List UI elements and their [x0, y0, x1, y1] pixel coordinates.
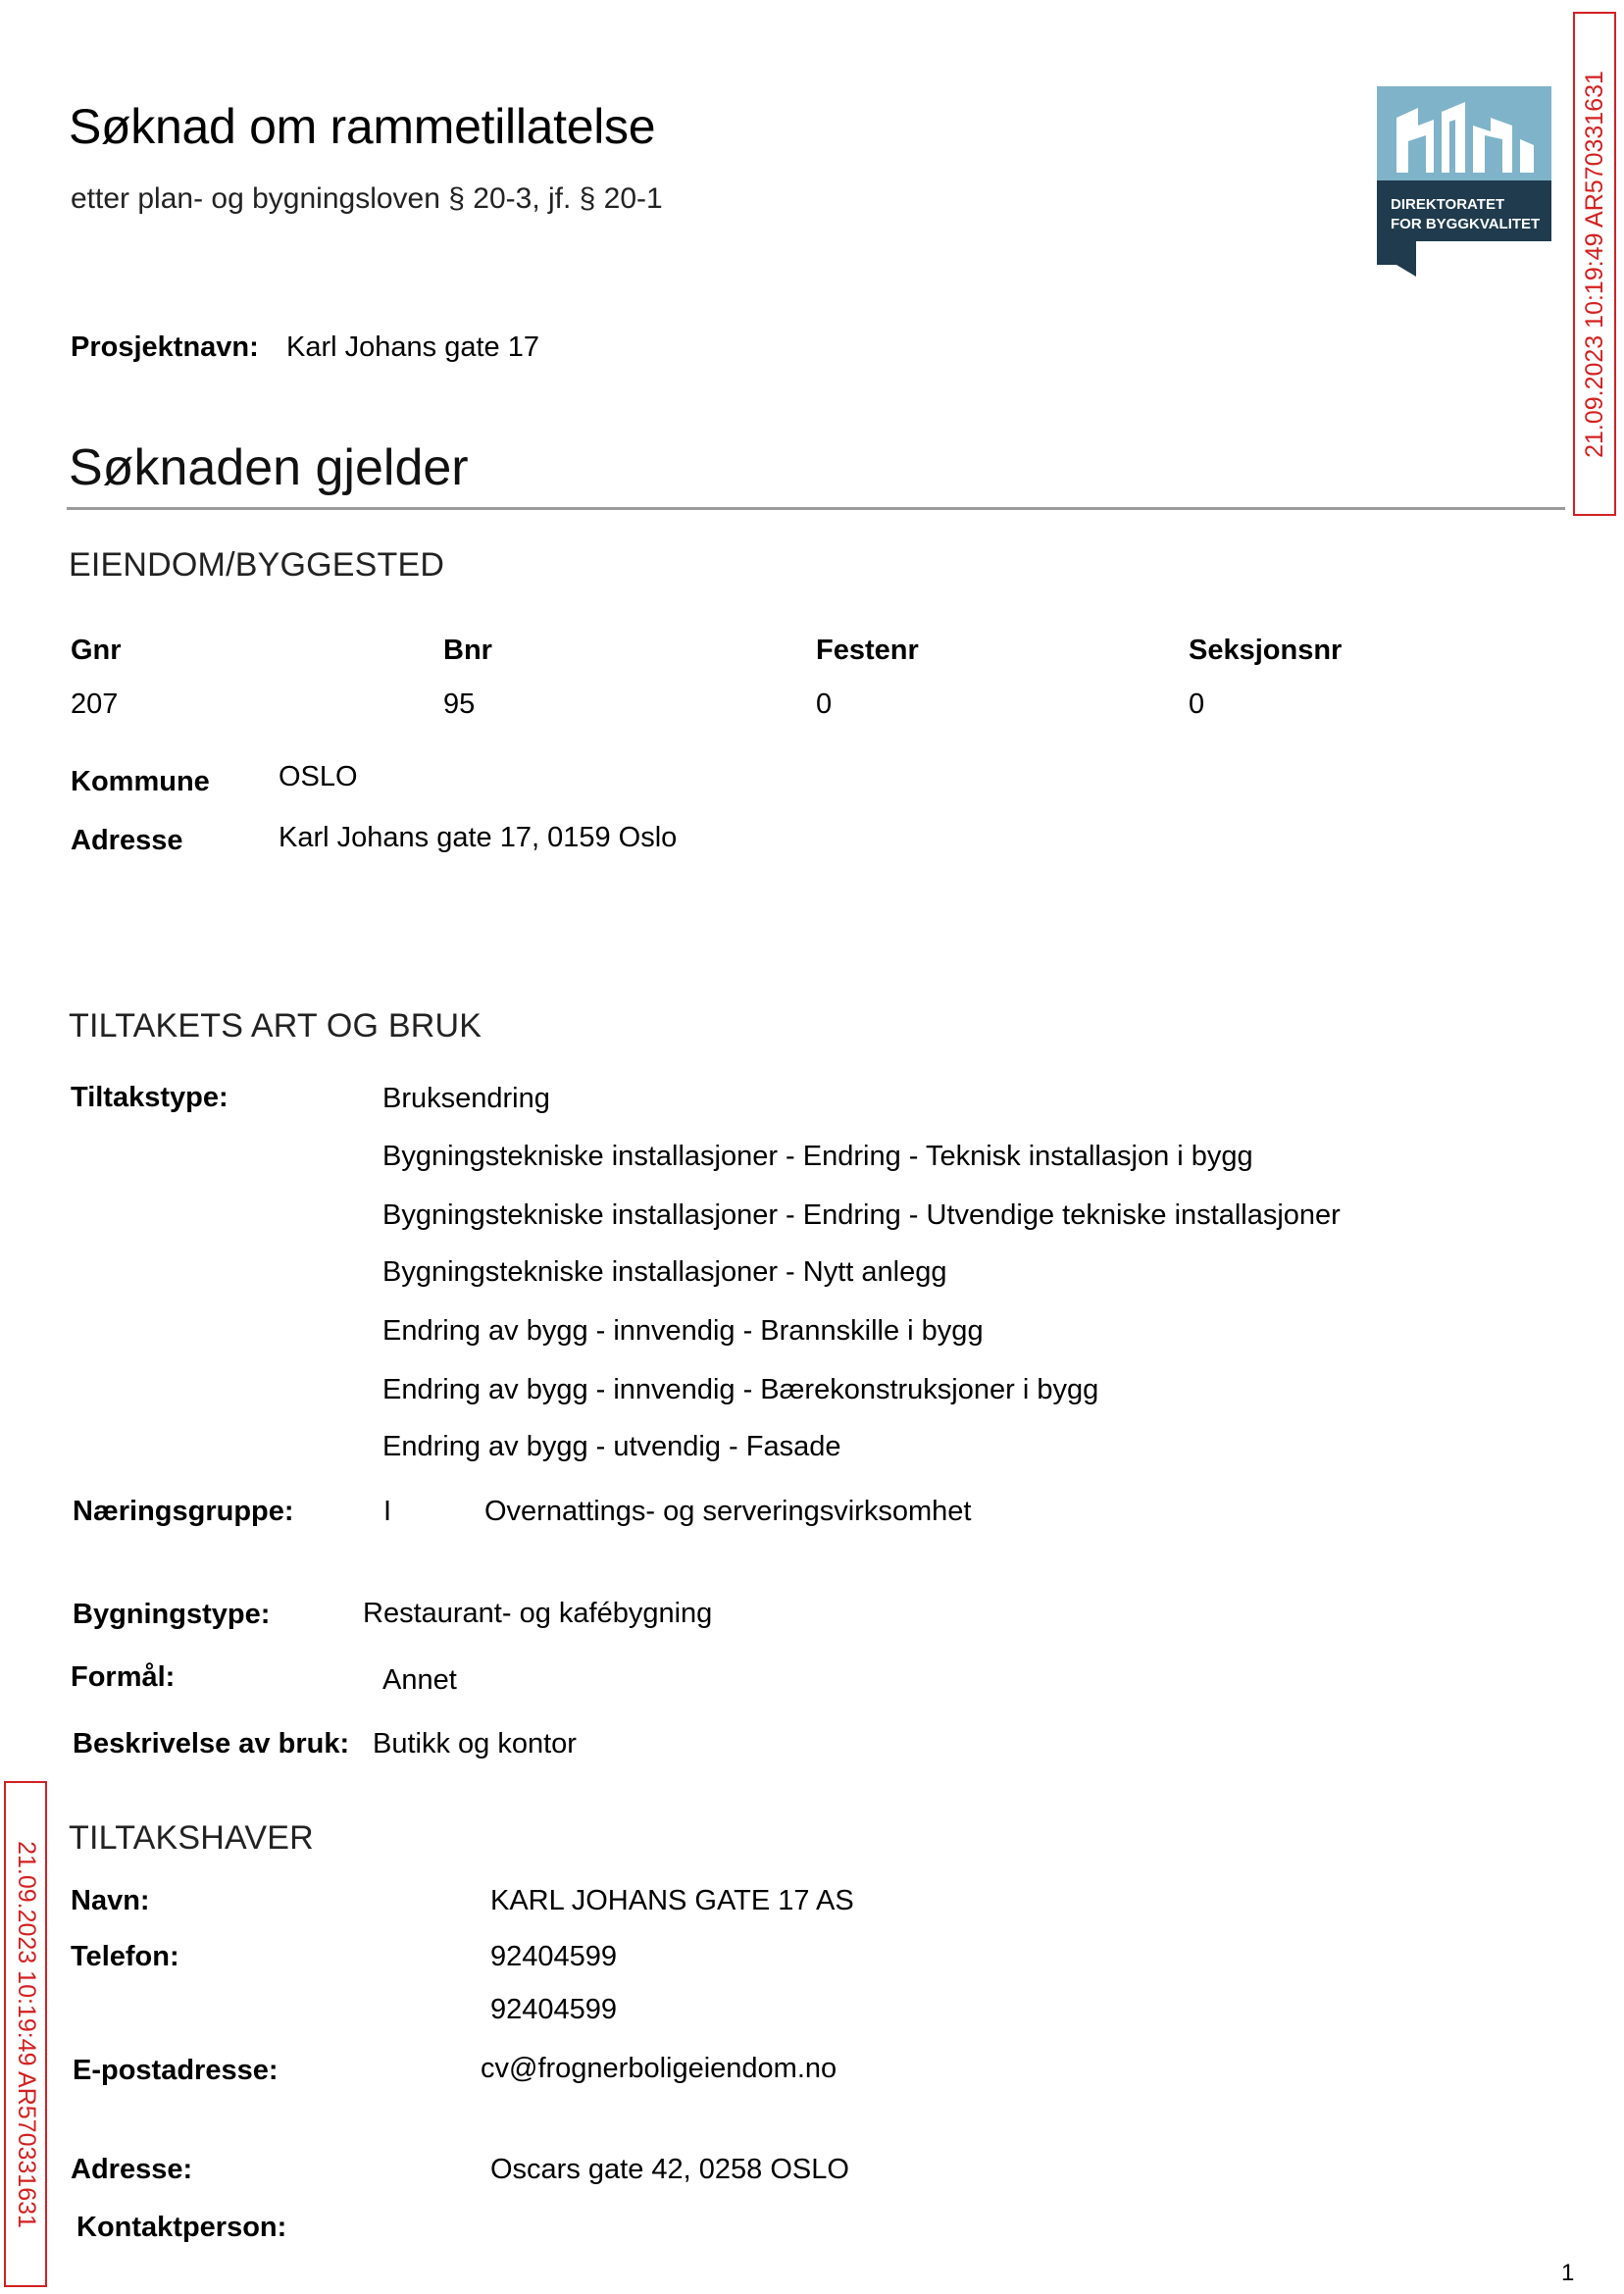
adresse-label: Adresse — [71, 825, 183, 856]
document-subtitle: etter plan- og bygningsloven § 20-3, jf. § 20-1 — [71, 182, 663, 215]
seksjonsnr-value: 0 — [1189, 688, 1205, 720]
bygningstype-label: Bygningstype: — [73, 1599, 271, 1630]
gnr-label: Gnr — [71, 635, 122, 666]
document-title: Søknad om rammetillatelse — [69, 99, 656, 154]
gnr-value: 207 — [71, 688, 119, 720]
epost-value: cv@frognerboligeiendom.no — [481, 2053, 837, 2084]
svg-text:DIREKTORATET: DIREKTORATET — [1391, 196, 1505, 213]
telefon-label: Telefon: — [71, 1941, 179, 1972]
registration-stamp-top — [1573, 12, 1616, 516]
tiltakstype-item: Bygningstekniske installasjoner - Endring - Utvendige tekniske installasjoner — [382, 1199, 1341, 1231]
section-heading: Søknaden gjelder — [69, 439, 469, 496]
bygningstype-value: Restaurant- og kafébygning — [363, 1598, 713, 1629]
seksjonsnr-label: Seksjonsnr — [1189, 635, 1343, 666]
tiltakstype-item: Endring av bygg - utvendig - Fasade — [382, 1431, 841, 1462]
kontaktperson-label: Kontaktperson: — [76, 2212, 287, 2243]
tiltakstype-item: Bruksendring — [382, 1083, 550, 1114]
naeringsgruppe-value: Overnattings- og serveringsvirksomhet — [484, 1496, 972, 1527]
naeringsgruppe-label: Næringsgruppe: — [73, 1496, 294, 1527]
tiltakshaver-adresse-label: Adresse: — [71, 2154, 193, 2185]
bnr-value: 95 — [443, 688, 476, 720]
telefon-value: 92404599 — [490, 1994, 618, 2025]
kommune-value: OSLO — [279, 761, 358, 792]
heading-divider — [67, 507, 1565, 510]
festenr-value: 0 — [816, 688, 833, 720]
navn-value: KARL JOHANS GATE 17 AS — [490, 1885, 854, 1916]
telefon-value: 92404599 — [490, 1941, 618, 1972]
tiltakshaver-heading: TILTAKSHAVER — [69, 1819, 314, 1857]
formal-value: Annet — [382, 1664, 457, 1696]
stamp-text: 21.09.2023 10:19:49 AR570331631 — [12, 1840, 40, 2228]
bnr-label: Bnr — [443, 635, 492, 666]
beskrivelse-value: Butikk og kontor — [373, 1728, 577, 1759]
page-number: 1 — [1561, 2260, 1575, 2286]
tiltak-heading: TILTAKETS ART OG BRUK — [69, 1007, 482, 1045]
eiendom-heading: EIENDOM/BYGGESTED — [69, 546, 445, 584]
tiltakstype-item: Endring av bygg - innvendig - Brannskille i bygg — [382, 1315, 984, 1347]
adresse-value: Karl Johans gate 17, 0159 Oslo — [279, 822, 678, 853]
navn-label: Navn: — [71, 1885, 150, 1916]
dibk-logo — [1377, 86, 1551, 277]
naeringsgruppe-code: I — [383, 1496, 392, 1527]
festenr-label: Festenr — [816, 635, 919, 666]
tiltakstype-item: Bygningstekniske installasjoner - Nytt anlegg — [382, 1256, 947, 1288]
tiltakstype-item: Bygningstekniske installasjoner - Endring - Teknisk installasjon i bygg — [382, 1141, 1253, 1172]
kommune-label: Kommune — [71, 766, 210, 797]
tiltakstype-item: Endring av bygg - innvendig - Bærekonstruksjoner i bygg — [382, 1374, 1099, 1405]
project-value: Karl Johans gate 17 — [286, 331, 539, 363]
beskrivelse-label: Beskrivelse av bruk: — [73, 1728, 350, 1759]
stamp-text: 21.09.2023 10:19:49 AR570331631 — [1580, 70, 1608, 458]
tiltakstype-label: Tiltakstype: — [71, 1082, 228, 1113]
registration-stamp-left — [4, 1781, 47, 2287]
epost-label: E-postadresse: — [73, 2055, 279, 2086]
svg-text:FOR BYGGKVALITET: FOR BYGGKVALITET — [1391, 216, 1541, 232]
formal-label: Formål: — [71, 1661, 176, 1693]
project-label: Prosjektnavn: — [71, 331, 259, 363]
tiltakshaver-adresse-value: Oscars gate 42, 0258 OSLO — [490, 2154, 849, 2185]
